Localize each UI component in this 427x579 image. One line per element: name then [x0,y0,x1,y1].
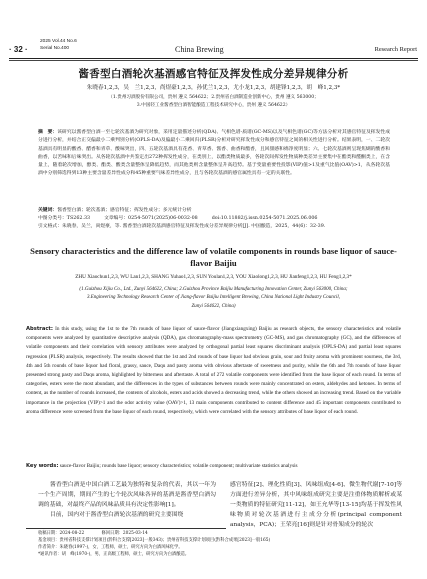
body-column-left [38,480,216,520]
english-keywords-label: Key words: [26,463,59,469]
header-rule-thin [9,60,418,61]
footnotes [38,530,271,558]
keywords-label: 关键词： [38,208,58,213]
english-abstract [26,325,401,417]
english-affiliation-line: 3.Engineering Technology Research Center of Jiang-flavor Baijiu Intelligent Brewing, China National Light Industry Council, [86,295,341,301]
header-rule [9,58,418,59]
body-paragraph: 酱香型白酒是中国白酒工艺最为独特和复杂的代表，其以一年为一个生产周期，期间产生的七个轮次风味各异的基酒是酱香型白酒勾调的基础，对最终产品的风味品质具有决定性影响[1]。 [38,482,216,509]
chinese-affiliation-line: （1.贵州习酒股份有限公司，贵州 遵义 564622；2.贵州省白酒制造业创新中心，贵州 遵义 563000； [108,95,319,100]
keywords-line [38,207,390,215]
chinese-title: 酱香型白酒轮次基酒感官特征及挥发性成分差异规律分析 [78,68,349,80]
footnote-fund: 基金项目：贵州省科技支撑计划项目(黔科合支撑[2023]一般343)；贵州省科技支撑计划项目(黔科合成果[2023]一般165) [38,538,271,543]
footnote-rule [26,528,226,529]
chinese-abstract [38,129,390,179]
doc-code: 文章编号：0254-5071(2025)06-0032-08 [104,216,198,221]
section-name: Research Report [374,46,417,53]
body-paragraph: 感官特征[2]、理化性质[3]、风味组成[4-6]、微生物代谢[7-10]等方面进行差异分析，其中风味组成研究主要是注重体物质解析或某一类物质的特征研究[11-12]，如王允华等[13-15]均基于挥发性风味物质对轮次基酒进行主成分分析(principal component analysis，PCA)；王荣亮[16]则是针对骨架成分的轮次 [230,482,402,529]
page-number: · 32 · [9,45,28,54]
english-affiliation-line: Zunyi 564622, China) [191,303,236,309]
clc-number: 中图分类号：TS262.33 [38,216,91,221]
body-paragraph: 目前，国内对于酱香型白酒轮次基酒的研究主要围绕 [50,512,184,519]
english-affiliations [0,286,427,311]
english-affiliation-line: (1.Guizhou Xijiu Co., Ltd., Zunyi 564622, China; 2.Guizhou Province Baijiu Manufacturing Innovation Center, Zunyi 563000, China; [79,287,348,292]
english-abstract-text: In this study, using the 1st to the 7th rounds of base liquor of sauce-flavor (Jiangxiangxing) Baijiu as research objects, the sensory characteristics and volatile components were analyzed by quantitative descriptive analysis (QDA), gas chromatography-mass spectrometry (GC-MS), and gas chromatography (GC), and the differences of volatile components and their correlation with sensory attributes were analyzed by orthogonal partial least squares discriminant analysis (OPLS-DA) and partial least squares regression (PLSR) analysis, respectively. The results showed that the 1st and 2nd rounds of base liquor had obvious grain, sour and fruity aroma with prominent sourness, the 3rd, 4th and 5th rounds of base liquor had floral, grassy, sauce, Daqu and pasty aroma with obvious aftertaste of sweetness and purity, while the 6th and 7th rounds of base liquor presented strong pasty and Daqu aroma, highlighted by bitterness and aftertaste. A total of 272 volatile components were identified from the base liquor of each round. In terms of categories, esters were the most abundant, and the differences in the types of substances between rounds were mainly concentrated on esters, aldehydes and ketones. In terms of content, as the number of rounds increased, the contents of alcohols, esters and acids showed a decreasing trend, while the others showed an increasing trend. Based on the variable importance in the projection (VIP)>1 and the odor activity value (OAV)>1, 13 main components contributed to content difference and 45 important components contributed to aroma difference were screened from the base liquor of each round, respectively, which were correlated with the sensory attributes of base liquor of each round. [26,326,401,415]
abstract-text: 该研究以酱香型白酒一至七轮次基酒为研究对象，采用定量描述分析(QDA)、气相色谱-质谱(GC-MS)以及气相色谱(GC)等方法分析对其感官特征及挥发性成分进行分析，并结合正交偏最小二乘判别分析(OPLS-DA)及偏最小二乘回归(PLSR)分析对研究挥发性成分和感官特征之间的相关性进行分析。结果表明，一、二轮次基酒具有明显的酸香、醋香和青草、酸味突出，四、五轮次基酒具有花香、青草香、酱香、曲香和酯香，且回甜感和绵净度明显；六、七轮次基酒则呈现焦煳的酸香和曲香，以苦味和后味突出。从各轮次基酒中共鉴定出272种挥发性成分，在类别上，以酯类物质最多，各轮次间挥发性物质种类差异主要集中在酯类和醛酮类上，在含量上，随着轮次增加，醇类、酯类、酸类含量整体呈降低趋势，而其他类则含量整体呈升高趋势。基于变量重要性投影(VIP)值>1及重气比值(OAV)>1，从各轮次基酒中分别筛选得到13种主要含量差异性成分和45种重要气味差异性成分，且与各轮次基酒的感官属性具有一定的关联性。 [38,130,390,177]
footnote-corresponding: *通讯作者：胡 峰(1970-)，男，正高级工程师，硕士，研究方向为白酒酿造。 [38,552,190,557]
issue-info [40,38,77,52]
english-keywords-text: sauce-flavor Baijiu; rounds base liquor; sensory characteristics; volatile component; multivariate statistics analysis [59,463,298,469]
article-meta [38,207,390,231]
serial-line: Serial No.400 [40,46,70,51]
page-header [0,0,427,62]
english-authors: ZHU Xiaochun1,2,3, WU Lan1,2,3, SHANG Yuhao1,2,3, SUN Youlan1,2,3, YOU Xiaolong1,2,3, HU Jianfeng1,2,3, HU Feng1,2,3* [75,274,352,280]
keywords-text: 酱香型白酒；轮次基酒；感官特征；挥发性成分；多元统计分析 [57,208,192,213]
english-keywords [26,462,401,470]
journal-name: China Brewing [175,45,224,54]
chinese-authors: 朱晓春1,2,3，吴 兰1,2,3，尚煜豪1,2,3，孙优兰1,2,3，尤小龙1,2,3，胡建锋1,2,3，胡 峰1,2,3* [86,85,341,91]
english-abstract-label: Abstract: [26,326,53,332]
body-column-right [230,480,402,530]
footnote-author-bio: 作者简介：朱晓春(1997-)，女，工程师，硕士，研究方向为白酒风味化学。 [38,545,183,550]
english-title: Sensory characteristics and the difference law of volatile components in rounds base liquor of sauce-flavor Baijiu [30,246,397,268]
chinese-affiliations [0,94,427,110]
footnote-received: 收稿日期：2024-08-22 修回日期：2025-03-14 [38,531,148,536]
abstract-label: 摘 要： [38,130,58,135]
doi: doi:10.11882/j.issn.0254-5071.2025.06.006 [211,216,318,221]
chinese-affiliation-line: 3.中国轻工业酱香型白酒智能酿造工程技术研究中心，贵州 遵义 564622） [136,103,291,108]
classification-row [38,215,390,223]
volume-line: 2025 Vol.44 No.6 [40,39,77,44]
citation-format: 引文格式：朱晓春，吴兰，尚煜豪，等. 酱香型白酒轮次基酒感官特征及挥发性成分差异规律分析[J]. 中国酿造，2025，44(6)：32-39. [38,224,326,229]
